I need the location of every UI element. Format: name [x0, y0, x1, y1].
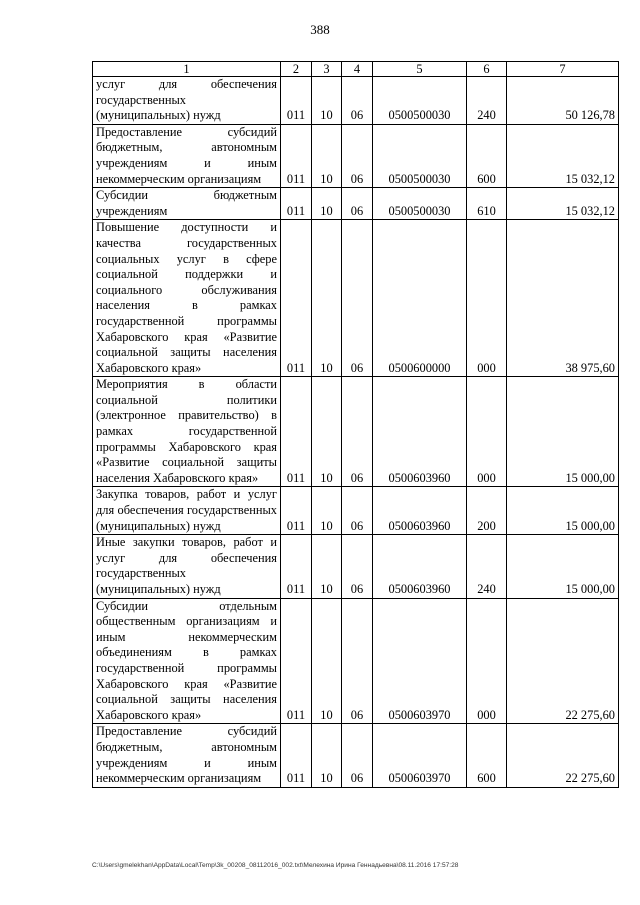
table-row — [93, 77, 619, 125]
row-col-5: 0500600000 — [373, 220, 467, 377]
row-col-4: 06 — [342, 77, 373, 125]
row-col-4: 06 — [342, 124, 373, 187]
table-row — [93, 535, 619, 598]
row-amount: 38 975,60 — [507, 220, 619, 377]
row-col-6: 000 — [467, 598, 507, 724]
footer-file-path: C:\Users\gmelekhan\AppData\Local\Temp\3k_00208_08112016_002.txt\Мелехина Ирина Геннадьевна\08.11.2016 17:57:28 — [92, 862, 459, 869]
column-header: 6 — [467, 62, 507, 77]
row-col-6: 600 — [467, 124, 507, 187]
row-col-4: 06 — [342, 377, 373, 487]
row-name: Предоставление субсидий бюджетным, автономным учреждениям и иным некоммерческим организациям — [93, 124, 281, 187]
row-col-2: 011 — [281, 724, 312, 787]
row-col-2: 011 — [281, 377, 312, 487]
row-name: услуг для обеспечения государственных (муниципальных) нужд — [93, 77, 281, 125]
row-col-3: 10 — [312, 124, 342, 187]
row-col-2: 011 — [281, 220, 312, 377]
table-row — [93, 124, 619, 187]
row-col-5: 0500603960 — [373, 535, 467, 598]
row-col-2: 011 — [281, 598, 312, 724]
page-number: 388 — [310, 22, 330, 37]
row-amount: 15 000,00 — [507, 487, 619, 535]
table-row — [93, 220, 619, 377]
row-col-5: 0500603960 — [373, 487, 467, 535]
row-col-3: 10 — [312, 487, 342, 535]
row-col-3: 10 — [312, 377, 342, 487]
row-col-6: 000 — [467, 377, 507, 487]
row-amount: 15 032,12 — [507, 124, 619, 187]
row-amount: 50 126,78 — [507, 77, 619, 125]
row-name: Мероприятия в области социальной политики (электронное правительство) в рамках государственной программы Хабаровского края «Развитие социальной защиты населения Хабаровского края» — [93, 377, 281, 487]
row-name: Иные закупки товаров, работ и услуг для обеспечения государственных (муниципальных) нужд — [93, 535, 281, 598]
row-col-6: 240 — [467, 77, 507, 125]
row-col-3: 10 — [312, 724, 342, 787]
row-col-3: 10 — [312, 77, 342, 125]
row-name: Субсидии бюджетным учреждениям — [93, 188, 281, 220]
row-col-2: 011 — [281, 188, 312, 220]
row-col-5: 0500603970 — [373, 598, 467, 724]
row-col-6: 600 — [467, 724, 507, 787]
row-col-5: 0500603970 — [373, 724, 467, 787]
row-col-4: 06 — [342, 487, 373, 535]
row-col-3: 10 — [312, 220, 342, 377]
row-name: Предоставление субсидий бюджетным, автономным учреждениям и иным некоммерческим организациям — [93, 724, 281, 787]
table-row — [93, 724, 619, 787]
row-amount: 22 275,60 — [507, 724, 619, 787]
row-col-4: 06 — [342, 598, 373, 724]
row-col-4: 06 — [342, 724, 373, 787]
column-header: 1 — [93, 62, 281, 77]
row-col-2: 011 — [281, 487, 312, 535]
row-col-2: 011 — [281, 77, 312, 125]
row-name: Закупка товаров, работ и услуг для обеспечения государственных (муниципальных) нужд — [93, 487, 281, 535]
table-row — [93, 377, 619, 487]
row-amount: 15 032,12 — [507, 188, 619, 220]
row-col-2: 011 — [281, 124, 312, 187]
column-header: 2 — [281, 62, 312, 77]
row-col-4: 06 — [342, 188, 373, 220]
column-header: 5 — [373, 62, 467, 77]
row-col-2: 011 — [281, 535, 312, 598]
row-name: Повышение доступности и качества государственных социальных услуг в сфере социальной поддержки и социального обслуживания населения в рамках государственной программы Хабаровского края «Развитие социальной защиты населения Хабаровского края» — [93, 220, 281, 377]
column-header: 7 — [507, 62, 619, 77]
row-col-5: 0500603960 — [373, 377, 467, 487]
row-col-5: 0500500030 — [373, 188, 467, 220]
row-col-6: 000 — [467, 220, 507, 377]
row-col-6: 200 — [467, 487, 507, 535]
row-col-3: 10 — [312, 188, 342, 220]
row-col-5: 0500500030 — [373, 77, 467, 125]
column-header: 4 — [342, 62, 373, 77]
table-row — [93, 188, 619, 220]
row-col-6: 610 — [467, 188, 507, 220]
row-amount: 15 000,00 — [507, 377, 619, 487]
row-col-4: 06 — [342, 220, 373, 377]
row-col-4: 06 — [342, 535, 373, 598]
row-name: Субсидии отдельным общественным организациям и иным некоммерческим объединениям в рамках государственной программы Хабаровского края «Развитие социальной защиты населения Хабаровского края» — [93, 598, 281, 724]
row-col-3: 10 — [312, 598, 342, 724]
table-header-row — [93, 62, 619, 77]
row-amount: 22 275,60 — [507, 598, 619, 724]
row-col-5: 0500500030 — [373, 124, 467, 187]
budget-table — [92, 61, 619, 788]
row-col-6: 240 — [467, 535, 507, 598]
row-col-3: 10 — [312, 535, 342, 598]
row-amount: 15 000,00 — [507, 535, 619, 598]
table-row — [93, 598, 619, 724]
column-header: 3 — [312, 62, 342, 77]
table-row — [93, 487, 619, 535]
